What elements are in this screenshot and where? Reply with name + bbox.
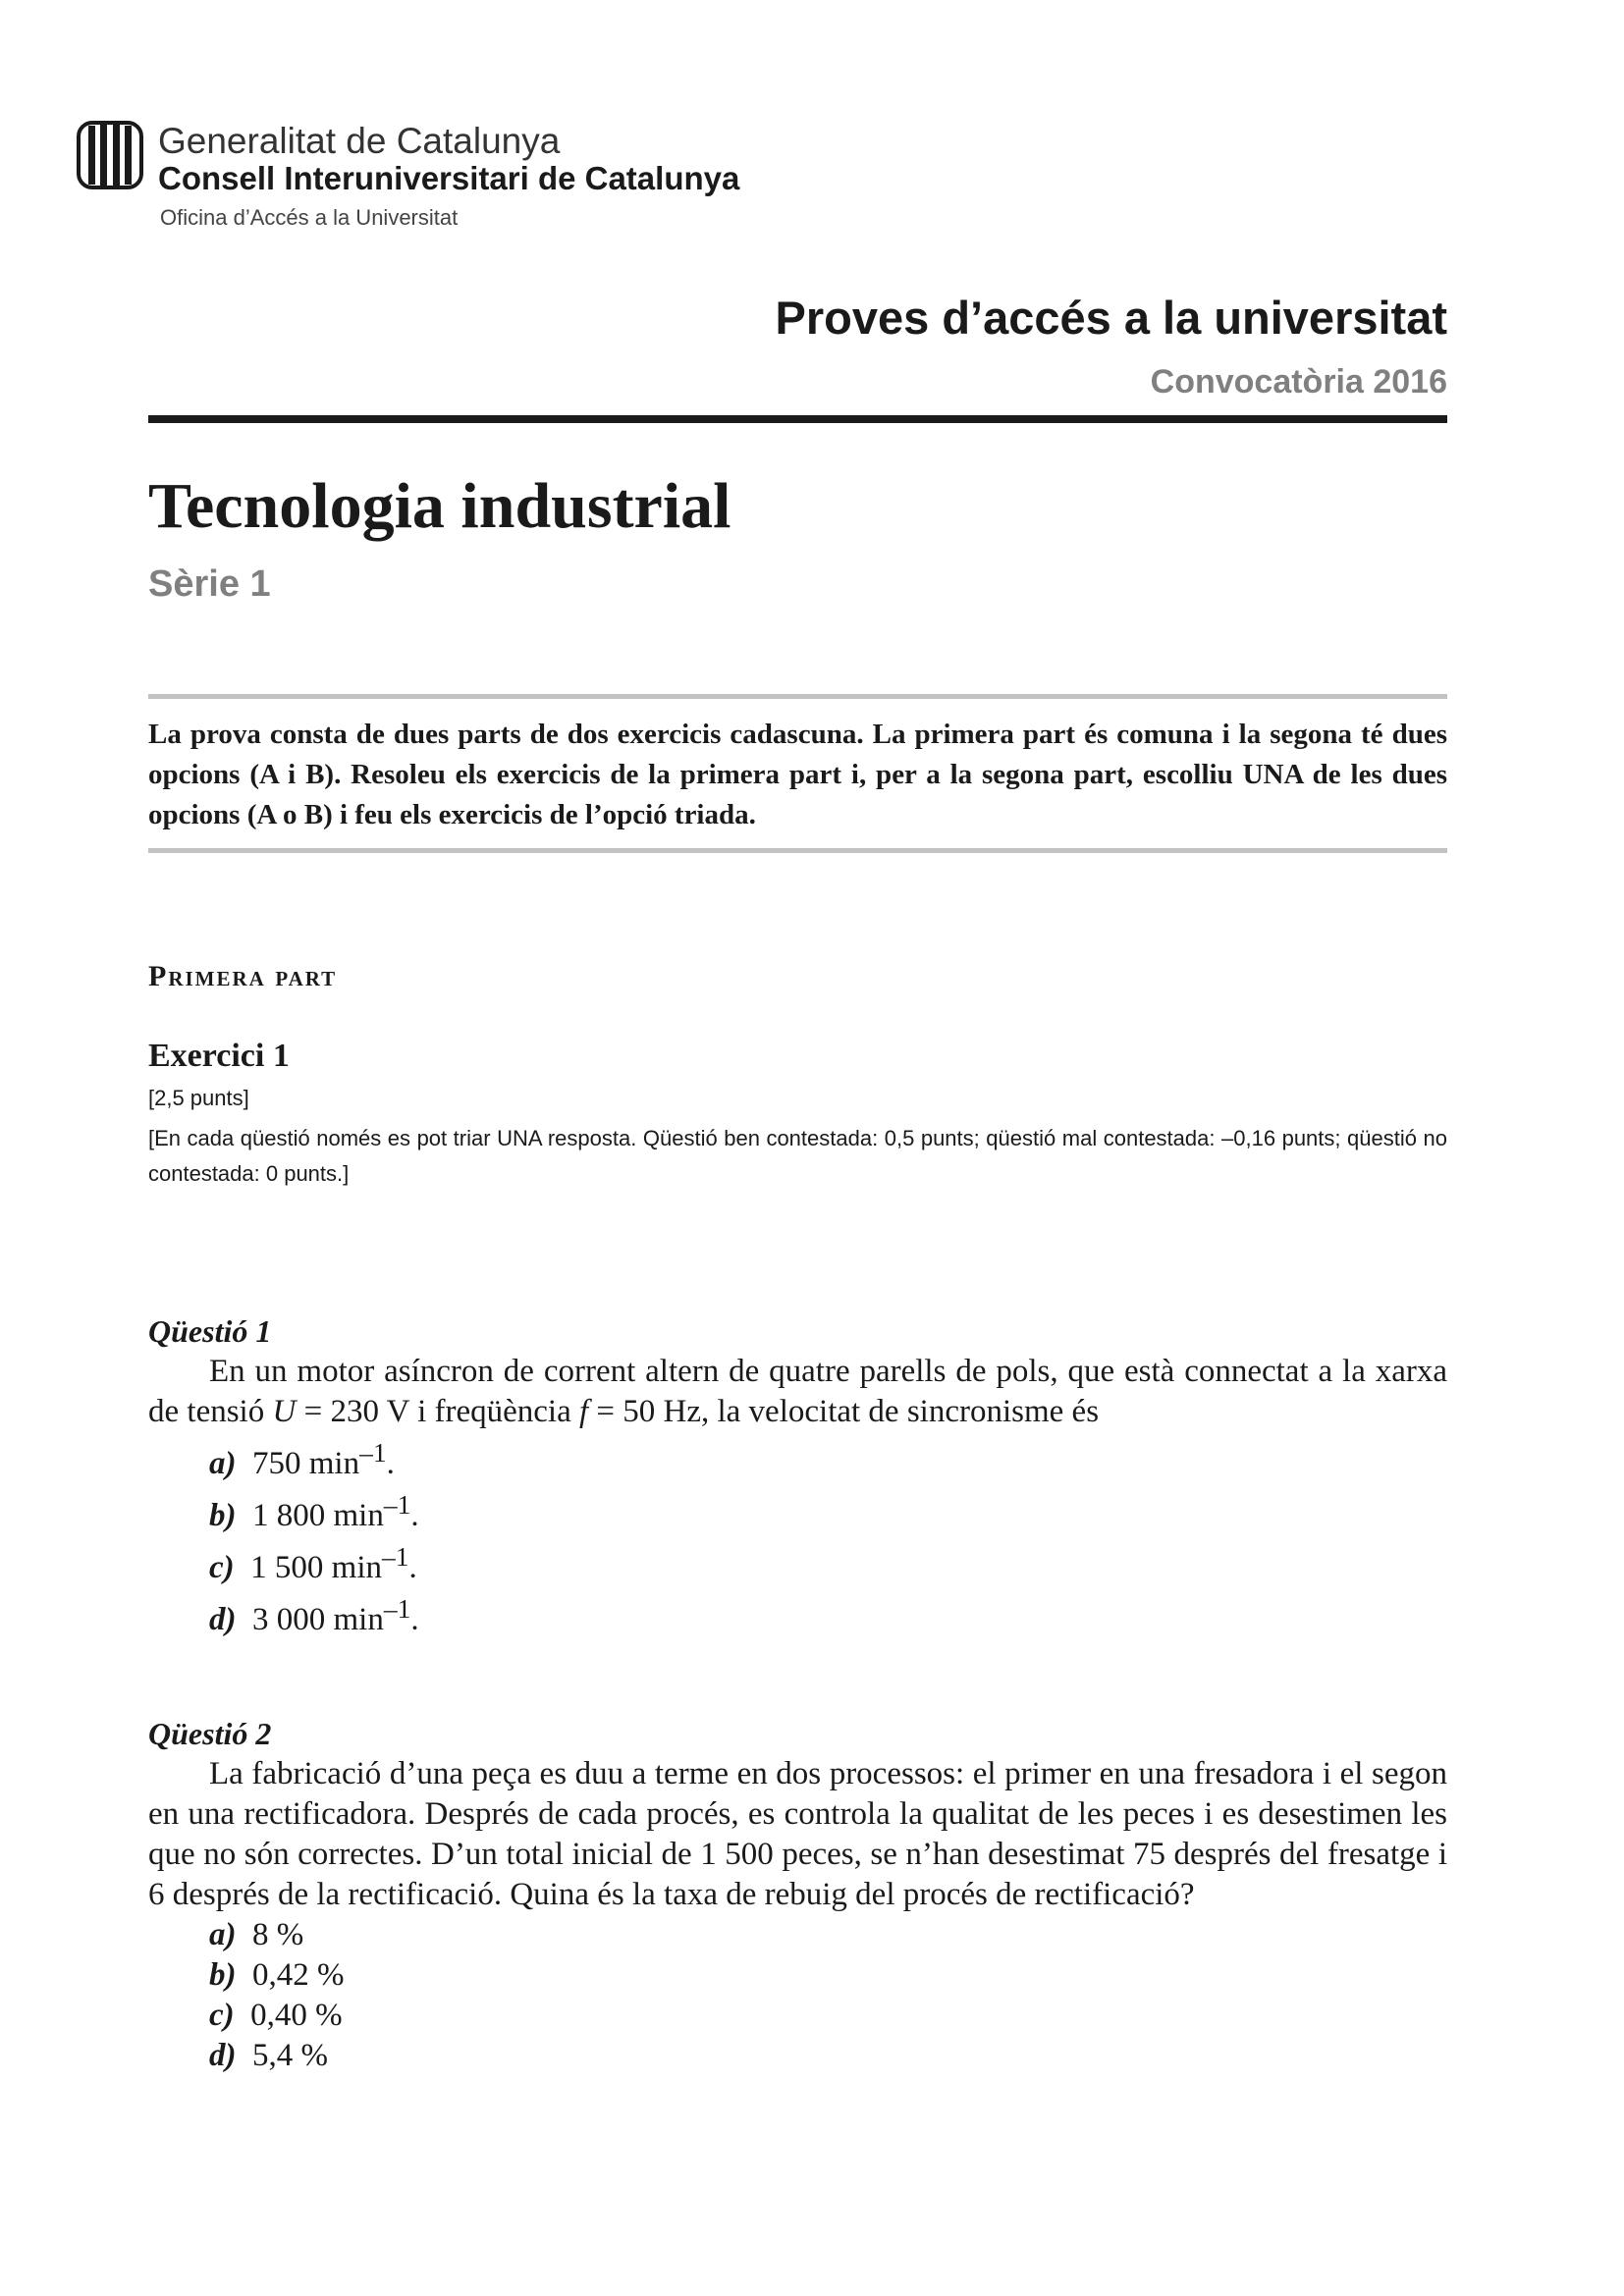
option-text: 5,4 % bbox=[252, 2038, 328, 2073]
question-2 bbox=[148, 1714, 1447, 2076]
exercise-note: [En cada qüestió només es pot triar UNA resposta. Qüestió ben contestada: 0,5 punts; qüestió mal contestada: –0,16 punts; qüestió no contestada: 0 punts.] bbox=[148, 1126, 1447, 1186]
org-line-generalitat: Generalitat de Catalunya bbox=[158, 121, 561, 161]
option-b: b) 1 800 $\min^{-1}$. bbox=[209, 1489, 419, 1533]
option-letter: b bbox=[209, 1957, 226, 1993]
option-exponent: –1 bbox=[383, 1593, 411, 1624]
option-d: d) 3 000 $\min^{-1}$. bbox=[209, 1593, 419, 1637]
org-line-consell: Consell Interuniversitari de Catalunya bbox=[158, 160, 740, 196]
option-letter: a bbox=[209, 1446, 226, 1481]
stem-part: = 230 V i freqüència bbox=[296, 1394, 579, 1429]
option-exponent: –1 bbox=[382, 1541, 409, 1572]
option-letter: c bbox=[209, 1550, 224, 1585]
option-letter: b bbox=[209, 1498, 226, 1533]
question-1 bbox=[148, 1311, 1447, 1640]
option-letter: a bbox=[209, 1917, 226, 1952]
option-text: 750 min bbox=[252, 1446, 360, 1481]
option-text: 1 500 min bbox=[250, 1550, 382, 1585]
convocatoria-label: Convocatòria 2016 bbox=[1150, 363, 1447, 400]
variable-u: U bbox=[272, 1394, 297, 1429]
option-text: 0,42 % bbox=[252, 1957, 345, 1993]
option-text: 0,40 % bbox=[250, 1998, 343, 2033]
option-end: . bbox=[386, 1446, 395, 1481]
question-stem: La fabricació d’una peça es duu a terme en dos processos: el primer en una fresadora i el segon en una rectificadora. Després de cada procés, es controla la qualitat de les peces i es desestimen les que no són correctes. D’un total inicial de 1 500 peces, se n’han desestimat 75 després del fresatge i 6 després de la rectificació. Quina és la taxa de rebuig del procés de rectificació? bbox=[148, 1756, 1447, 1912]
stem-part: = 50 Hz, la velocitat de sincronisme és bbox=[588, 1394, 1100, 1429]
exam-title: Proves d’accés a la universitat bbox=[775, 292, 1447, 344]
instructions-text: La prova consta de dues parts de dos exercicis cadascuna. La primera part és comuna i la segona té dues opcions (A i B). Resoleu els exercicis de la primera part i, per a la segona part, escolliu UNA de les dues opcions (A o B) i feu els exercicis de l’opció triada. bbox=[148, 719, 1447, 830]
option-text: 8 % bbox=[252, 1917, 304, 1952]
header-divider bbox=[148, 415, 1447, 423]
option-end: . bbox=[408, 1550, 417, 1585]
option-letter: c bbox=[209, 1998, 224, 2033]
option-text: 1 800 min bbox=[252, 1498, 384, 1533]
option-end: . bbox=[410, 1602, 419, 1637]
part-title: Primera part bbox=[148, 960, 338, 992]
question-title: Qüestió 1 bbox=[148, 1313, 272, 1349]
option-a: a) 750 $\min^{-1}$. bbox=[209, 1437, 395, 1481]
exercise-points: [2,5 punts] bbox=[148, 1086, 249, 1110]
option-letter: d bbox=[209, 1602, 226, 1637]
option-exponent: –1 bbox=[359, 1437, 387, 1468]
option-d: d) 5,4 % bbox=[209, 2038, 328, 2073]
subject-title: Tecnologia industrial bbox=[148, 470, 731, 542]
variable-f: f bbox=[578, 1394, 589, 1429]
question-title: Qüestió 2 bbox=[148, 1716, 272, 1751]
option-end: . bbox=[410, 1498, 419, 1533]
option-text: 3 000 min bbox=[252, 1602, 384, 1637]
option-b: b) 0,42 % bbox=[209, 1957, 345, 1993]
serie-label: Sèrie 1 bbox=[148, 563, 271, 605]
option-letter: d bbox=[209, 2038, 226, 2073]
option-c: c) 1 500 $\min^{-1}$. bbox=[209, 1541, 417, 1585]
question-stem bbox=[148, 1352, 1447, 1432]
option-exponent: –1 bbox=[383, 1489, 411, 1520]
option-c: c) 0,40 % bbox=[209, 1998, 343, 2033]
stem-part: En un motor asíncron de corrent altern de quatre parells de pols, que està connectat a la xarxa de tensió bbox=[148, 1354, 1447, 1429]
exercise-title: Exercici 1 bbox=[148, 1038, 290, 1074]
option-a: a) 8 % bbox=[209, 1917, 304, 1952]
org-line-oficina: Oficina d’Accés a la Universitat bbox=[160, 205, 459, 230]
senyera-bars-icon bbox=[77, 120, 143, 190]
instructions-top-divider bbox=[148, 694, 1447, 699]
instructions-bottom-divider bbox=[148, 848, 1447, 853]
